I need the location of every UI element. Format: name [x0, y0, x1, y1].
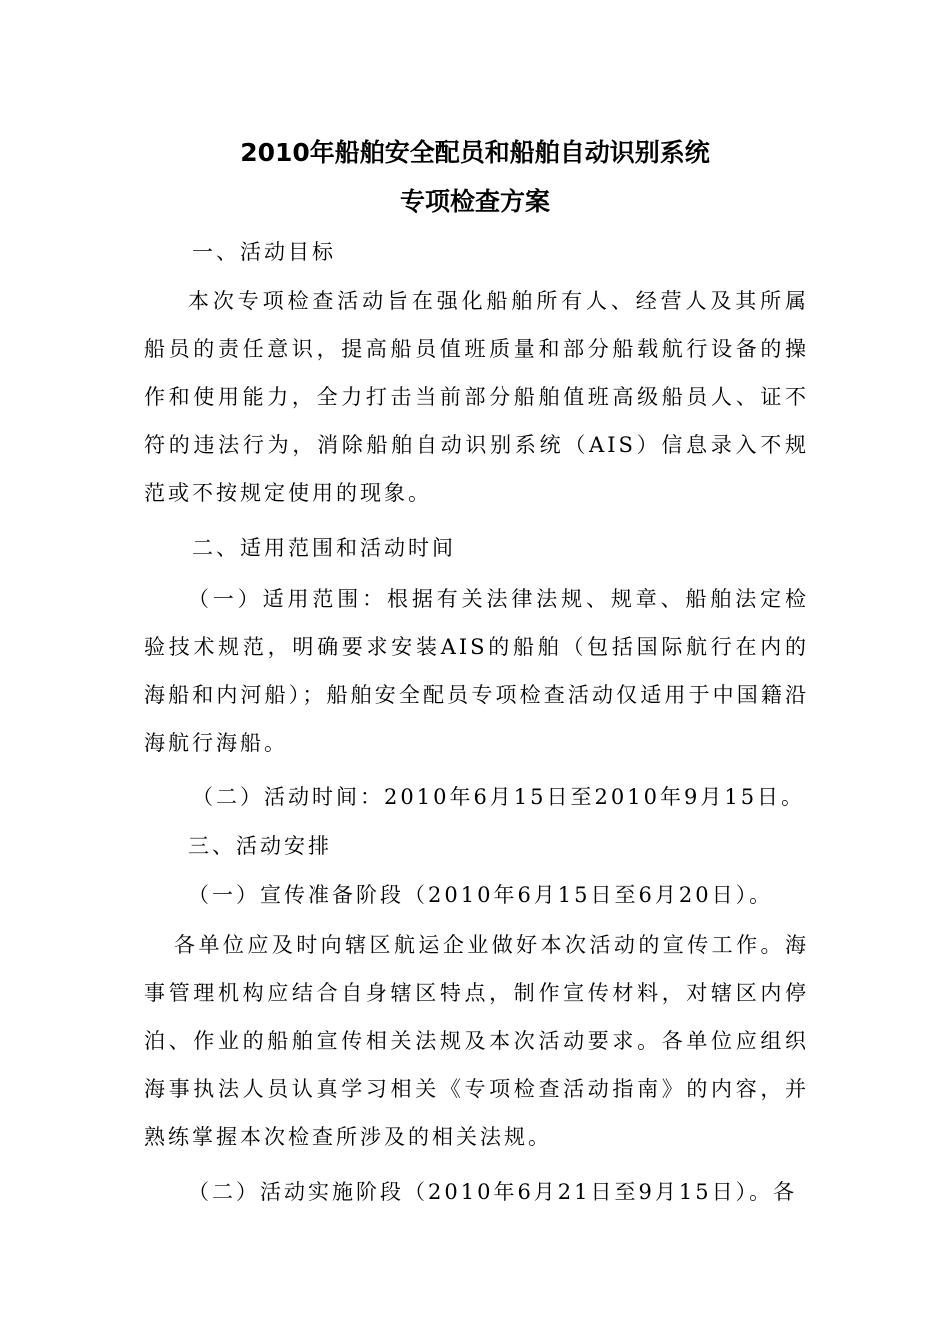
paragraph-implementation-stage: （二）活动实施阶段（2010年6月21日至9月15日）。各: [188, 1180, 798, 1204]
paragraph-prep-stage: （一）宣传准备阶段（2010年6月15日至6月20日）。: [188, 883, 774, 907]
paragraph-time: （二）活动时间：2010年6月15日至2010年9月15日。: [192, 785, 806, 809]
document-title-line-1: 2010年船舶安全配员和船舶自动识别系统: [240, 138, 710, 167]
paragraph-goal: 本次专项检查活动旨在强化船舶所有人、经营人及其所属船员的责任意识，提高船员值班质量和部分船载航行设备的操作和使用能力，全力打击当前部分船舶值班高级船员人、证不符的违法行为，消除船舶自动识别系统（AIS）信息录入不规范或不按规定使用的现象。: [144, 289, 809, 505]
section-heading-scope: 二、适用范围和活动时间: [192, 536, 456, 560]
paragraph-scope: （一）适用范围：根据有关法律法规、规章、船舶法定检验技术规范，明确要求安装AIS的船舶（包括国际航行在内的海船和内河船）；船舶安全配员专项检查活动仅适用于中国籍沿海航行海船。: [144, 587, 809, 755]
paragraph-prep-details: 各单位应及时向辖区航运企业做好本次活动的宣传工作。海事管理机构应结合自身辖区特点，制作宣传材料，对辖区内停泊、作业的船舶宣传相关法规及本次活动要求。各单位应组织海事执法人员认真学习相关《专项检查活动指南》的内容，并熟练掌握本次检查所涉及的相关法规。: [144, 933, 809, 1149]
document-title-line-2: 专项检查方案: [399, 187, 550, 216]
section-heading-goal: 一、活动目标: [192, 240, 336, 264]
section-heading-arrangement: 三、活动安排: [188, 834, 332, 858]
